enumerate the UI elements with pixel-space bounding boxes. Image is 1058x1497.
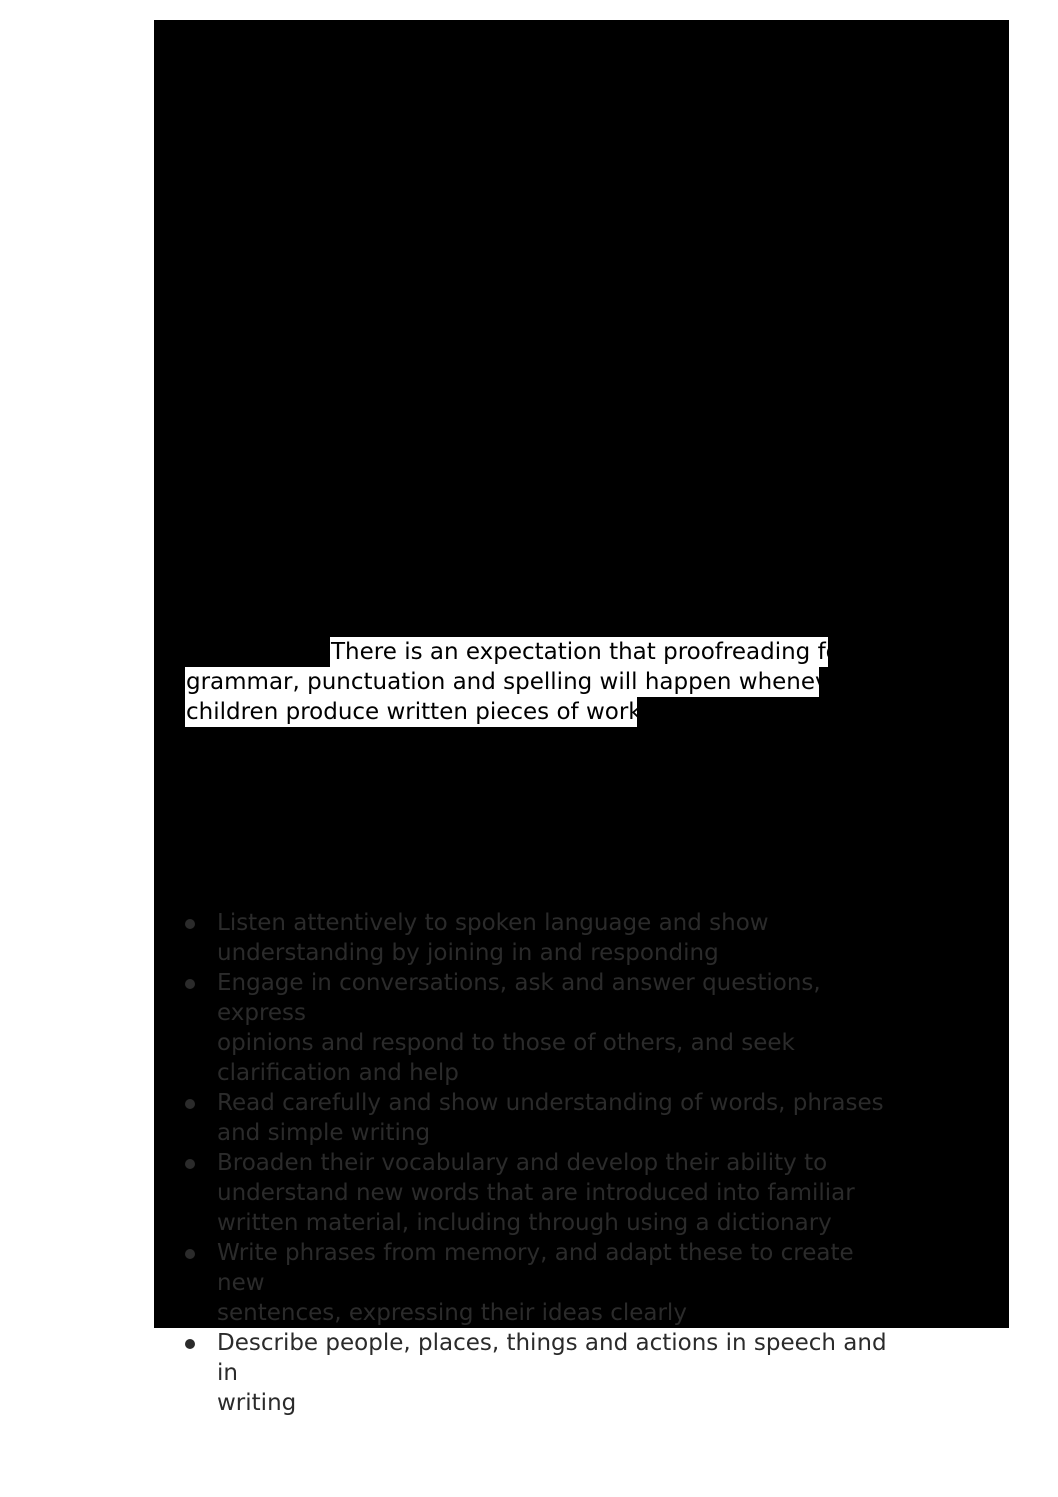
- bullet-icon: [185, 1099, 195, 1109]
- list-item: [185, 1088, 905, 1148]
- list-item-line: Engage in conversations, ask and answer questions, express: [217, 970, 821, 1026]
- list-item-line: Broaden their vocabulary and develop their ability to: [217, 1150, 828, 1176]
- bullet-icon: [185, 1339, 195, 1349]
- list-item-line: written material, including through using a dictionary: [217, 1210, 832, 1236]
- list-item-line: clarification and help: [217, 1060, 459, 1086]
- highlighted-line: There is an expectation that proofreading for: [331, 639, 850, 665]
- list-item-line: and simple writing: [217, 1120, 431, 1146]
- list-item-line: understand new words that are introduced into familiar: [217, 1180, 855, 1206]
- list-item-line: Describe people, places, things and actions in speech and in: [217, 1330, 887, 1386]
- bullet-icon: [185, 1159, 195, 1169]
- bullet-icon: [185, 979, 195, 989]
- list-item-line: understanding by joining in and responding: [217, 940, 719, 966]
- highlighted-line: children produce written pieces of work.: [186, 699, 657, 725]
- list-item: [185, 1148, 905, 1238]
- list-item-line: Listen attentively to spoken language and show: [217, 910, 769, 936]
- list-item: [185, 1328, 905, 1418]
- list-item-line: writing: [217, 1390, 297, 1416]
- list-item: [185, 908, 905, 968]
- list-item-line: Write phrases from memory, and adapt these to create new: [217, 1240, 854, 1296]
- list-item-line: Read carefully and show understanding of words, phrases: [217, 1090, 884, 1116]
- objectives-list: [185, 908, 905, 1418]
- list-item: [185, 968, 905, 1088]
- list-item-line: sentences, expressing their ideas clearly: [217, 1300, 687, 1326]
- list-item-line: opinions and respond to those of others, and seek: [217, 1030, 795, 1056]
- bullet-icon: [185, 1249, 195, 1259]
- highlighted-line: grammar, punctuation and spelling will happen whenever: [186, 669, 853, 695]
- bullet-icon: [185, 919, 195, 929]
- list-item: [185, 1238, 905, 1328]
